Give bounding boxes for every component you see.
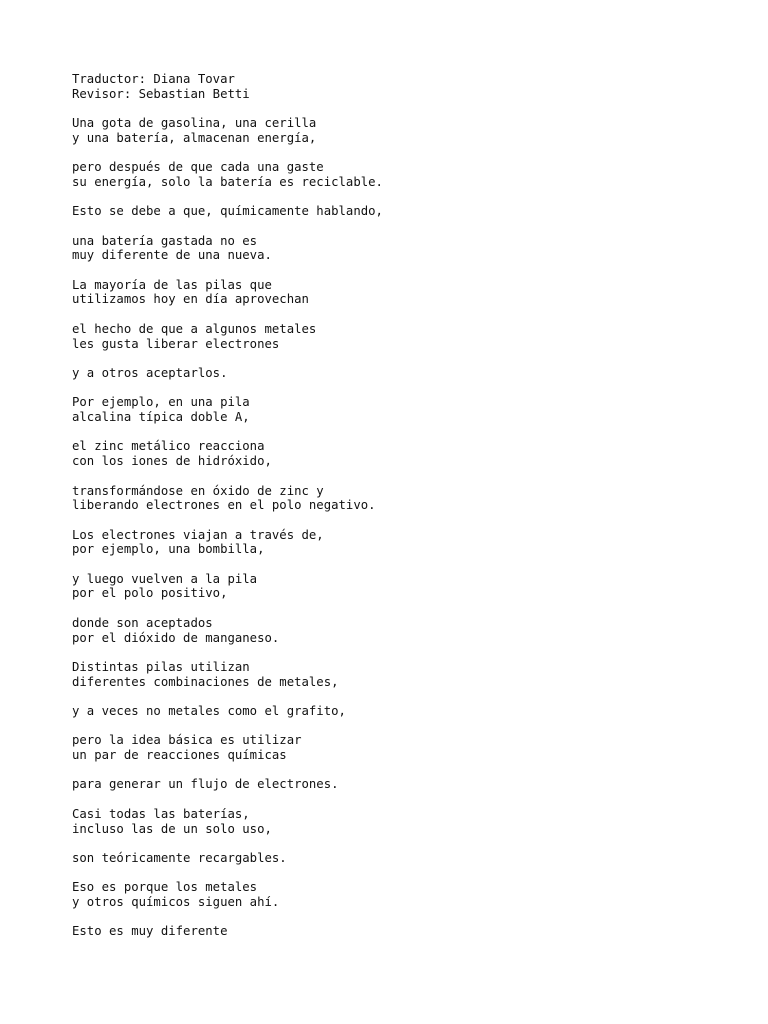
transcript-paragraph: [72, 616, 712, 645]
text-line: para generar un flujo de electrones.: [72, 777, 339, 792]
text-line: Esto se debe a que, químicamente hablando,: [72, 204, 383, 219]
transcript-paragraph: [72, 366, 712, 381]
text-line: diferentes combinaciones de metales,: [72, 674, 339, 689]
transcript-paragraph: [72, 395, 712, 424]
transcript-paragraph: [72, 660, 712, 689]
transcript-paragraph: [72, 204, 712, 219]
text-line: pero la idea básica es utilizar: [72, 733, 302, 748]
transcript-paragraph: [72, 851, 712, 866]
text-line: una batería gastada no es: [72, 233, 258, 248]
text-line: Traductor: Diana Tovar: [72, 72, 235, 86]
transcript-paragraph: [72, 880, 712, 909]
text-line: su energía, solo la batería es reciclable.: [72, 174, 383, 189]
transcript-paragraph: [72, 924, 712, 939]
transcript-paragraph: [72, 572, 712, 601]
text-line: y luego vuelven a la pila: [72, 571, 258, 586]
transcript-paragraph: [72, 116, 712, 145]
transcript-paragraph: [72, 807, 712, 836]
text-line: Los electrones viajan a través de,: [72, 527, 324, 542]
text-line: Una gota de gasolina, una cerilla: [72, 116, 317, 131]
transcript-paragraph: [72, 322, 712, 351]
transcript-paragraph: [72, 528, 712, 557]
text-line: por el dióxido de manganeso.: [72, 630, 280, 645]
text-line: les gusta liberar electrones: [72, 336, 280, 351]
text-line: con los iones de hidróxido,: [72, 454, 272, 469]
text-line: Esto es muy diferente: [72, 924, 228, 939]
transcript-paragraph: [72, 733, 712, 762]
transcript-paragraph: [72, 278, 712, 307]
text-line: el hecho de que a algunos metales: [72, 321, 317, 336]
credits-paragraph: [72, 72, 712, 101]
text-line: incluso las de un solo uso,: [72, 821, 272, 836]
text-line: La mayoría de las pilas que: [72, 277, 272, 292]
transcript-paragraph: [72, 234, 712, 263]
transcript-paragraph: [72, 704, 712, 719]
transcript-paragraph: [72, 484, 712, 513]
text-line: Por ejemplo, en una pila: [72, 395, 250, 410]
text-line: donde son aceptados: [72, 615, 213, 630]
text-line: Eso es porque los metales: [72, 880, 258, 895]
text-line: son teóricamente recargables.: [72, 850, 287, 865]
text-line: Casi todas las baterías,: [72, 806, 250, 821]
text-line: y a otros aceptarlos.: [72, 365, 228, 380]
transcript-text: [72, 72, 712, 954]
text-line: alcalina típica doble A,: [72, 410, 250, 425]
text-line: utilizamos hoy en día aprovechan: [72, 292, 309, 307]
text-line: el zinc metálico reacciona: [72, 439, 265, 454]
transcript-paragraph: [72, 777, 712, 792]
text-line: liberando electrones en el polo negativo.: [72, 498, 376, 513]
text-line: y una batería, almacenan energía,: [72, 130, 317, 145]
transcript-paragraph: [72, 160, 712, 189]
text-line: un par de reacciones químicas: [72, 748, 287, 763]
text-line: y a veces no metales como el grafito,: [72, 704, 346, 718]
transcript-paragraph: [72, 439, 712, 468]
text-line: Distintas pilas utilizan: [72, 659, 250, 674]
text-line: y otros químicos siguen ahí.: [72, 895, 280, 910]
text-line: pero después de que cada una gaste: [72, 160, 324, 175]
text-line: transformándose en óxido de zinc y: [72, 483, 324, 498]
text-line: Revisor: Sebastian Betti: [72, 86, 250, 101]
text-line: muy diferente de una nueva.: [72, 248, 272, 263]
text-line: por ejemplo, una bombilla,: [72, 542, 265, 557]
text-line: por el polo positivo,: [72, 586, 228, 601]
